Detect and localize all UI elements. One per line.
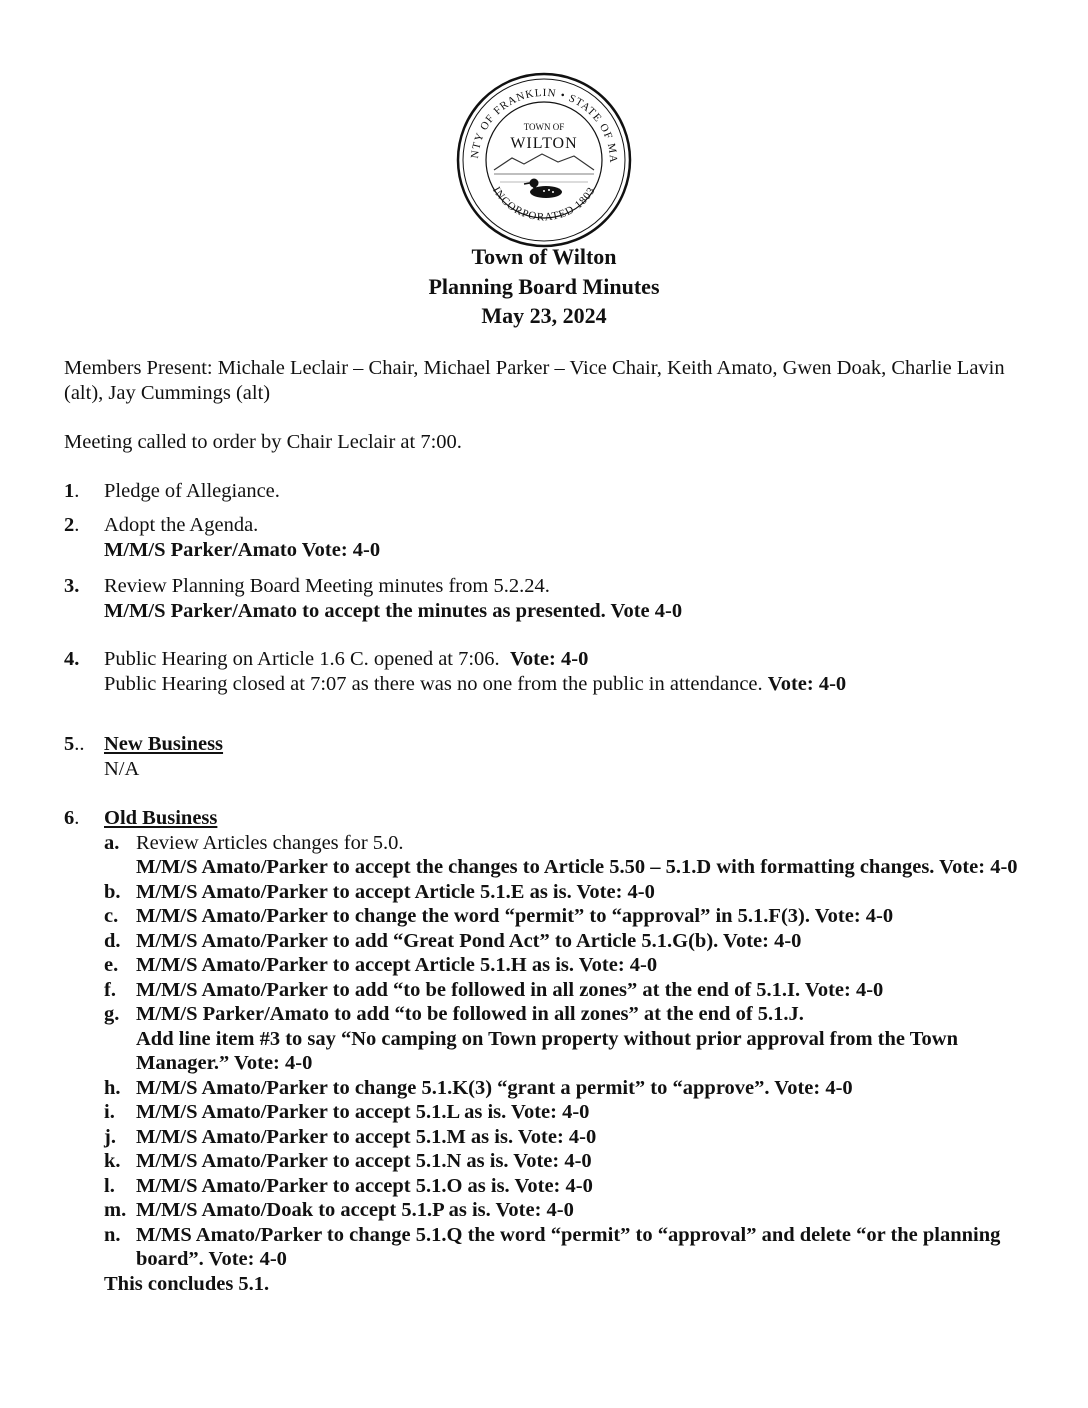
item-motion: M/M/S Parker/Amato Vote: 4-0 bbox=[104, 538, 381, 561]
sub-item-m: m. M/M/S Amato/Doak to accept 5.1.P as is. Vote: 4-0 bbox=[104, 1199, 574, 1221]
sub-item-l: l. M/M/S Amato/Parker to accept 5.1.O as is. Vote: 4-0 bbox=[104, 1174, 593, 1197]
item-number: 1. bbox=[64, 480, 80, 502]
item-number: 4. bbox=[64, 648, 80, 670]
document-title bbox=[0, 242, 1088, 331]
section-heading-new-business: New Business bbox=[104, 733, 224, 755]
seal-town-name: WILTON bbox=[510, 135, 578, 152]
sub-item-g: g. M/M/S Parker/Amato to add “to be followed in all zones” at the end of 5.1.J. Add line item #3 to say “No camping on Town property without prior approval from the Town Manager.” Vote: 4-0 bbox=[104, 1003, 959, 1074]
sub-item-j: j. M/M/S Amato/Parker to accept 5.1.M as is. Vote: 4-0 bbox=[104, 1125, 597, 1148]
item-number: 2. bbox=[64, 514, 80, 536]
sub-item-d: d. M/M/S Amato/Parker to add “Great Pond Act” to Article 5.1.G(b). Vote: 4-0 bbox=[104, 929, 802, 952]
title-board: Planning Board Minutes bbox=[428, 273, 660, 299]
sub-item-c: c. M/M/S Amato/Parker to change the word “permit” to “approval” in 5.1.F(3). Vote: 4-0 bbox=[104, 905, 894, 927]
sub-item-e: e. M/M/S Amato/Parker to accept Article 5.1.H as is. Vote: 4-0 bbox=[104, 954, 658, 976]
sub-item-h: h. M/M/S Amato/Parker to change 5.1.K(3) “grant a permit” to “approve”. Vote: 4-0 bbox=[104, 1076, 853, 1099]
sub-item-b: b. M/M/S Amato/Parker to accept Article 5.1.E as is. Vote: 4-0 bbox=[104, 880, 655, 903]
sub-item-k: k. M/M/S Amato/Parker to accept 5.1.N as is. Vote: 4-0 bbox=[104, 1150, 592, 1172]
hearing-closed: Public Hearing closed at 7:07 as there was no one from the public in attendance. Vote: 4-0 bbox=[104, 672, 847, 695]
agenda-item-5 bbox=[64, 732, 1044, 781]
item-motion: M/M/S Parker/Amato to accept the minutes as presented. Vote 4-0 bbox=[104, 599, 683, 622]
title-date: May 23, 2024 bbox=[481, 303, 607, 328]
agenda-item-1 bbox=[64, 479, 1044, 504]
sub-item-a: a. Review Articles changes for 5.0. M/M/S Amato/Parker to accept the changes to Article 5.50 – 5.1.D with formatting changes. Vote: 4-0 bbox=[104, 831, 1018, 878]
called-to-order: Meeting called to order by Chair Leclair at 7:00. bbox=[64, 431, 462, 453]
town-seal bbox=[454, 70, 634, 250]
agenda-item-6 bbox=[64, 806, 1044, 1296]
item-number: 5.. bbox=[64, 733, 85, 755]
agenda-item-3 bbox=[64, 574, 1044, 623]
loon-icon bbox=[524, 179, 562, 199]
sub-item-f: f. M/M/S Amato/Parker to add “to be followed in all zones” at the end of 5.1.I. Vote: 4-0 bbox=[104, 978, 884, 1001]
section-conclusion: This concludes 5.1. bbox=[104, 1272, 270, 1295]
hearing-opened: Public Hearing on Article 1.6 C. opened at 7:06. Vote: 4-0 bbox=[104, 648, 589, 670]
item-text: N/A bbox=[104, 757, 140, 780]
item-number: 6. bbox=[64, 807, 80, 829]
sub-item-n: n. M/MS Amato/Parker to change 5.1.Q the word “permit” to “approval” and delete “or the planning board”. Vote: 4-0 bbox=[104, 1223, 1001, 1270]
item-text: Review Planning Board Meeting minutes from 5.2.24. bbox=[104, 575, 550, 597]
seal-ring-bottom: INCORPORATED 1803 bbox=[490, 184, 598, 224]
item-text: Pledge of Allegiance. bbox=[104, 480, 280, 502]
members-present: Members Present: Michale Leclair – Chair, Michael Parker – Vice Chair, Keith Amato, Gwen Doak, Charlie Lavin (alt), Jay Cummings (alt) bbox=[64, 357, 1005, 404]
sub-item-i: i. M/M/S Amato/Parker to accept 5.1.L as is. Vote: 4-0 bbox=[104, 1101, 590, 1123]
agenda-item-2 bbox=[64, 513, 1044, 562]
section-heading-old-business: Old Business bbox=[104, 807, 218, 829]
item-number: 3. bbox=[64, 575, 80, 597]
item-text: Adopt the Agenda. bbox=[104, 514, 259, 536]
seal-ring-top: NTY OF FRANKLIN • STATE OF MA bbox=[468, 86, 620, 164]
seal-town-of: TOWN OF bbox=[523, 122, 565, 132]
title-town: Town of Wilton bbox=[471, 244, 617, 269]
agenda-item-4 bbox=[64, 647, 1044, 696]
